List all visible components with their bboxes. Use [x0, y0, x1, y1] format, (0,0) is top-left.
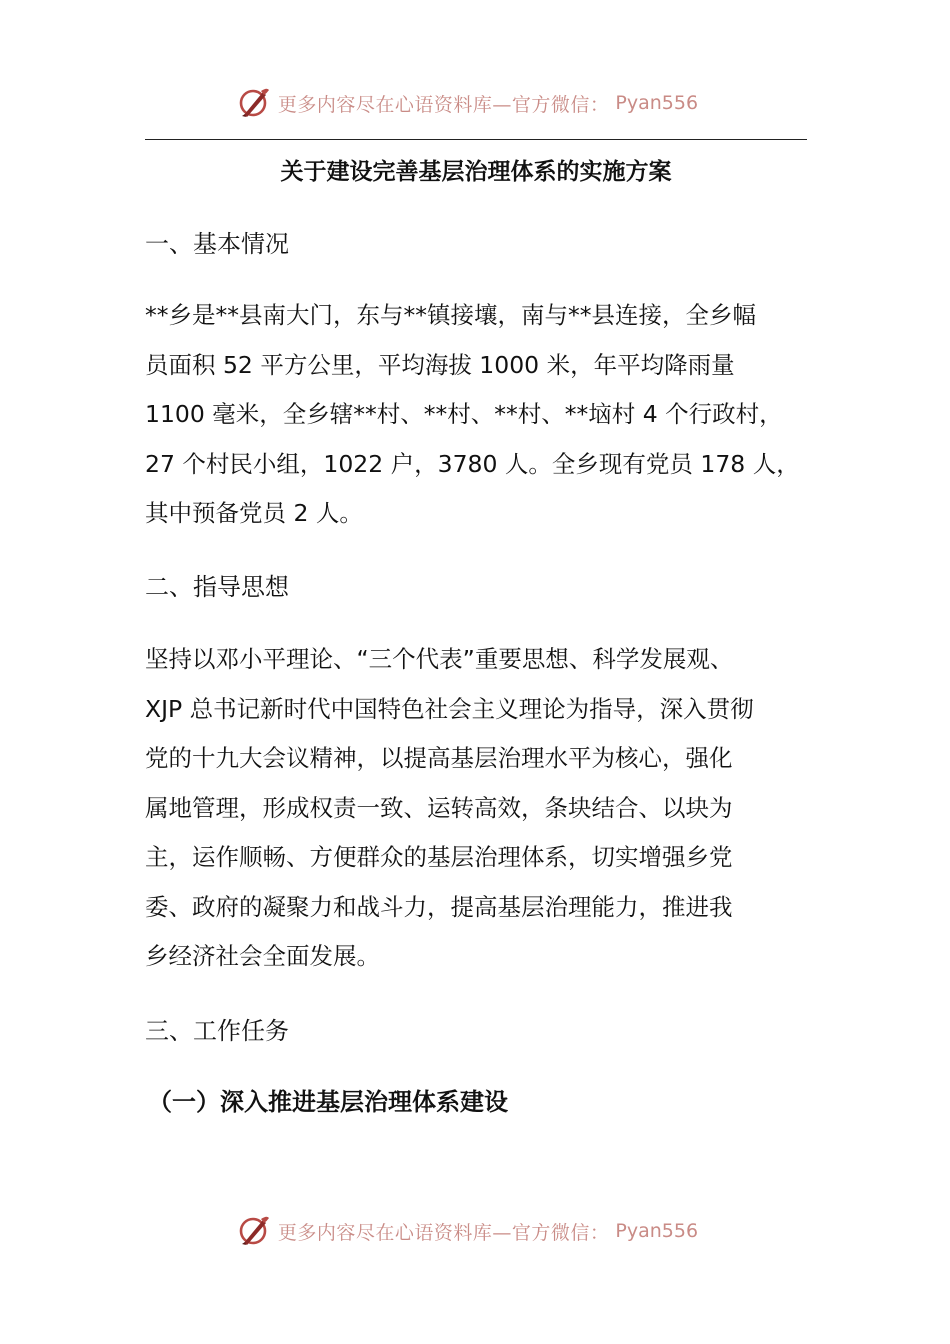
paragraph-line: 乡经济社会全面发展。 [145, 942, 380, 970]
paragraph-line: 属地管理，形成权责一致、运转高效，条块结合、以块为 [145, 793, 733, 822]
paragraph-basic-situation [145, 291, 810, 539]
header-watermark [0, 83, 950, 123]
paragraph-guiding-ideology [145, 635, 810, 982]
watermark-wechat-id: Pyan556 [615, 92, 699, 114]
section-heading-basic-situation: 一、基本情况 [145, 230, 289, 258]
watermark-group [236, 1213, 698, 1249]
paragraph-line: 坚持以邓小平理论、“三个代表”重要思想、科学发展观、 [145, 645, 734, 673]
paragraph-line: 27 个村民小组，1022 户，3780 人。全乡现有党员 178 人， [145, 449, 800, 478]
watermark-text: 更多内容尽在心语资料库—官方微信： [277, 1221, 610, 1244]
section-heading-guiding-ideology: 二、指导思想 [145, 573, 289, 601]
watermark-wechat-id: Pyan556 [615, 1220, 699, 1242]
paragraph-line: 1100 毫米，全乡辖**村、**村、**村、**垴村 4 个行政村， [145, 400, 783, 428]
header-divider [145, 139, 807, 140]
footer-watermark [0, 1211, 950, 1251]
document-title: 关于建设完善基层治理体系的实施方案 [280, 159, 672, 185]
section-heading-work-tasks: 三、工作任务 [145, 1017, 289, 1045]
paragraph-line: 党的十九大会议精神，以提高基层治理水平为核心，强化 [145, 744, 733, 772]
paragraph-line: 委、政府的凝聚力和战斗力，提高基层治理能力，推进我 [145, 892, 733, 921]
quill-pen-logo-icon [236, 1213, 272, 1249]
paragraph-line: 主，运作顺畅、方便群众的基层治理体系，切实增强乡党 [145, 843, 733, 871]
quill-pen-logo-icon [236, 85, 272, 121]
paragraph-line: XJP 总书记新时代中国特色社会主义理论为指导，深入贯彻 [145, 694, 754, 723]
paragraph-line: 其中预备党员 2 人。 [145, 499, 363, 527]
paragraph-line: **乡是**县南大门，东与**镇接壤，南与**县连接，全乡幅 [145, 301, 756, 329]
subsection-heading: （一）深入推进基层治理体系建设 [148, 1088, 508, 1116]
paragraph-line: 员面积 52 平方公里，平均海拔 1000 米，年平均降雨量 [145, 350, 735, 379]
watermark-text: 更多内容尽在心语资料库—官方微信： [277, 93, 610, 116]
watermark-group [236, 85, 698, 121]
